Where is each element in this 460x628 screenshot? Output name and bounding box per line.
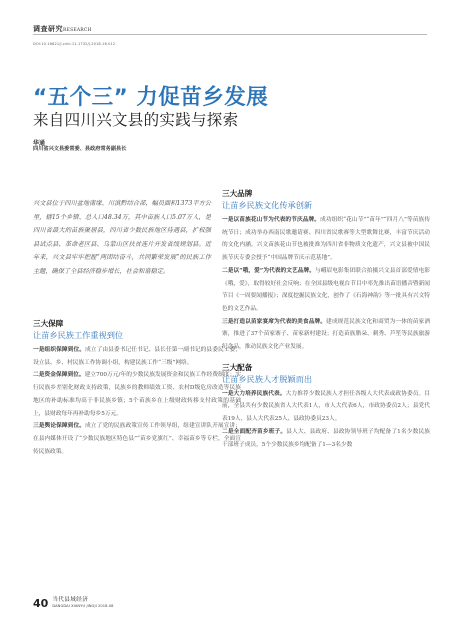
paragraph-lead: 二是全面配齐苗乡班子。 bbox=[222, 428, 287, 435]
paragraph bbox=[33, 420, 241, 458]
paragraph-lead: 二是以“哦，爱”为代表的文艺品牌。 bbox=[222, 267, 315, 274]
lead-paragraph: 兴文县位于四川盆地南缘、川滇黔结合部，幅员面积1373平方公里，辖15个乡镇、总人口48.34万，其中苗族人口5.07万人，是四川省最大的苗族聚居县，四川省少数民族地区待遇县，扩权强县试点县、革命老区县、乌蒙山区扶贫连片开发省级规划县。近年来，兴文县牢牢把握“两团结奋斗，共同繁荣发展”的民族工作主题，确保了全县经济稳步增长，社会和谐稳定。 bbox=[33, 200, 211, 275]
section-subtitle: 让苗乡民族人才脱颖而出 bbox=[222, 373, 313, 384]
section-subtitle: 让苗乡民族工作重视到位 bbox=[33, 330, 124, 340]
column-label-en: RESEARCH bbox=[63, 28, 92, 33]
paragraph bbox=[222, 426, 430, 451]
section-subtitle: 让苗乡民族文化传承创新 bbox=[222, 200, 313, 210]
paragraph bbox=[33, 344, 241, 369]
paragraph bbox=[222, 388, 430, 426]
section-brands bbox=[222, 188, 430, 354]
paragraph-text: 与峨眉电影集团联合拍摄兴文县首部爱情电影《哦，爱》，取得较好社会反响；在全国县级电视台节目中率先推出苗语播音暨新闻节目《一周要闻播报》；深度挖掘民族文化，创作了《石海神韵》等一批具有兴文特色的文艺作品。 bbox=[222, 267, 430, 312]
section-staffing bbox=[222, 362, 430, 452]
paragraph-text: 建立700万元/年的少数民族发展资金和民族工作经费制度；实行民族乡差别化财政支持政策，民族乡的教师绩效工资、农村D级危房改造等民族地区的补助标准均高于非民族乡镇；5个苗族乡在上级财政转移支付政策的基础上，县财政每年再补助每乡5万元。 bbox=[33, 372, 242, 417]
article-subtitle: 来自四川兴文县的实践与探索 bbox=[33, 111, 239, 129]
paragraph-text: 成立了党的民族政策宣传工作领导组，组建宣讲队开展宣讲；在县内媒体开设了“少数民族地区特色县”“苗乡党旗红”、幸福苗乡等专栏，全面宣传民族政策。 bbox=[33, 423, 242, 455]
paragraph bbox=[222, 316, 430, 354]
page-footer bbox=[33, 597, 114, 610]
article-title: “五个三” 力促苗乡发展 bbox=[33, 85, 269, 110]
journal-info bbox=[52, 597, 113, 609]
paragraph-lead: 二是资金保障到位。 bbox=[33, 372, 85, 379]
paragraph bbox=[33, 369, 241, 420]
column-header bbox=[33, 24, 92, 34]
paragraph-text: 大力推荐少数民族人才担任各级人大代表或政协委员。目前，全县共有少数民族省人大代表1人，市人大代表6人，市政协委员2人；县党代表19人、县人大代表25人、县政协委员23人。 bbox=[222, 390, 431, 423]
paragraph-text: 成立了由县委书记任书记、县长任第一副书记的县委民工委，设立县、乡、村民族工作协调小组，构建民族工作“三级”网络。 bbox=[33, 347, 242, 366]
journal-name: 当代县域经济 bbox=[52, 597, 89, 603]
paragraph-lead: 三是舆论保障到位。 bbox=[33, 423, 86, 430]
column-label: 调查研究 bbox=[33, 24, 63, 33]
doi: DOI:10.16621/j.cnki.11-1732/J.2018.16.012 bbox=[33, 42, 116, 46]
header-rule bbox=[33, 34, 427, 35]
paragraph-text: 建成规范民族文化和商贸为一体的苗家酒寨，推进了37个苗家寨子、苗家新村建设；打造苗族腊朵、刺秀、芦笙等民族旅游纪念品，推动民族文化产业发展。 bbox=[222, 318, 431, 351]
paragraph bbox=[222, 214, 430, 265]
page-number: 40 bbox=[33, 597, 49, 610]
journal-name-en: DANGDAI XIANYU JINGJI 2018.08 bbox=[52, 604, 114, 608]
paragraph-lead: 三是打造以苗家宴席为代表的美食品牌。 bbox=[222, 318, 327, 325]
section-guarantees bbox=[33, 318, 241, 458]
author-name: 华通 bbox=[33, 140, 46, 147]
paragraph bbox=[222, 265, 430, 316]
paragraph-text: 成功组织“花山节”“苗年”“四月八”等苗族传统节日；成功举办西南民歌邀请赛、四川省民歌赛等大型歌舞比赛，丰富节庆活动的文化内涵。兴文苗族花山节也被批准为四川省非物质文化遗产，兴文县被中国民族节庆专委会授予“中国品牌节庆示范基地”。 bbox=[222, 217, 431, 262]
section-title: 三大配备 bbox=[222, 362, 253, 372]
section-title: 三大品牌 bbox=[222, 189, 253, 198]
paragraph-lead: 一是组织保障到位。 bbox=[33, 347, 86, 353]
right-column bbox=[222, 188, 430, 459]
paragraph-lead: 一是以苗族花山节为代表的节庆品牌。 bbox=[222, 217, 321, 223]
paragraph-lead: 一是大力培养民族代表。 bbox=[222, 390, 286, 397]
section-title: 三大保障 bbox=[33, 319, 64, 328]
author-affiliation: 四川省兴文县委常委、县政府常务副县长 bbox=[33, 146, 127, 152]
paragraph-text: 县人大、县政府、县政协领导班子均配备了1名少数民族干部班子成员，5个少数民族乡均配备了1—3名少数 bbox=[222, 428, 430, 448]
left-column bbox=[33, 318, 241, 466]
